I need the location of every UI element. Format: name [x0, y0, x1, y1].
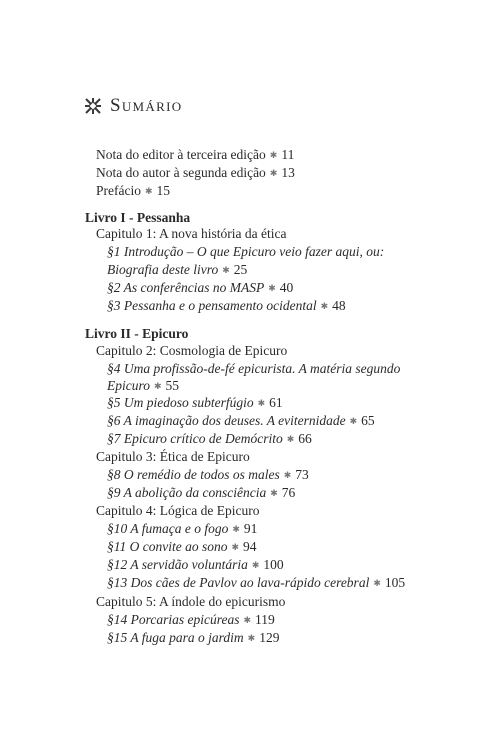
page-number: 76: [281, 485, 296, 500]
separator-icon: ✱: [373, 578, 381, 588]
entry-text: §9 A abolição da consciência: [107, 485, 267, 500]
entry-text: §8 O remédio de todos os males: [107, 467, 280, 482]
page-title: Sumário: [110, 95, 183, 116]
entry-text: §3 Pessanha e o pensamento ocidental: [107, 298, 317, 313]
section-entry: [107, 611, 275, 630]
toc-entry-author-note: [96, 164, 295, 183]
entry-text: Prefácio: [96, 183, 141, 198]
chapter-title: Capitulo 4: Lógica de Epicuro: [96, 503, 260, 518]
entry-text: §5 Um piedoso subterfúgio: [107, 395, 254, 410]
entry-text: §12 A servidão voluntária: [107, 557, 248, 572]
toc-entry-editor-note: [96, 146, 294, 165]
chapter-title: Capitulo 5: A índole do epicurismo: [96, 594, 286, 609]
separator-icon: ✱: [222, 265, 230, 275]
page-number: 129: [259, 630, 280, 645]
entry-text: §14 Porcarias epicúreas: [107, 612, 240, 627]
separator-icon: ✱: [232, 524, 240, 534]
section-entry: [107, 297, 346, 316]
section-entry: [107, 629, 279, 648]
page-number: 119: [255, 612, 275, 627]
section-entry-continued: [107, 261, 247, 280]
page-number: 13: [281, 165, 295, 180]
page-number: 66: [298, 431, 312, 446]
page-number: 25: [233, 262, 248, 277]
page-number: 100: [263, 557, 284, 572]
page-number: 55: [165, 378, 180, 393]
section-entry: §1 Introdução – O que Epicuro veio fazer aqui, ou:: [107, 244, 385, 259]
entry-text: Nota do autor à segunda edição: [96, 165, 266, 180]
book-title: Livro I - Pessanha: [85, 210, 191, 225]
page-number: 73: [295, 467, 309, 482]
page-number: 94: [243, 539, 257, 554]
entry-text: Nota do editor à terceira edição: [96, 147, 266, 162]
toc-heading: [84, 95, 182, 117]
entry-text: §11 O convite ao sono: [107, 539, 228, 554]
entry-text: §6 A imaginação dos deuses. A eviternidade: [107, 413, 346, 428]
page-number: 91: [243, 521, 258, 536]
separator-icon: ✱: [154, 381, 162, 391]
book-title: Livro II - Epicuro: [85, 326, 189, 341]
separator-icon: ✱: [144, 186, 153, 196]
separator-icon: ✱: [268, 283, 276, 293]
page-number: 65: [361, 413, 375, 428]
entry-text: §13 Dos cães de Pavlov ao lava-rápido cerebral: [107, 575, 370, 590]
section-entry: [107, 394, 283, 413]
page-number: 105: [384, 575, 406, 590]
separator-icon: ✱: [251, 560, 260, 570]
section-entry: [107, 538, 257, 557]
section-entry: [107, 466, 309, 485]
separator-icon: ✱: [257, 398, 266, 408]
ornament-icon: [84, 97, 102, 115]
toc-entry-preface: [96, 182, 170, 201]
separator-icon: ✱: [231, 542, 240, 552]
entry-text: §2 As conferências no MASP: [107, 280, 265, 295]
separator-icon: ✱: [247, 633, 256, 643]
section-entry: [107, 520, 257, 539]
section-entry: [107, 484, 295, 503]
chapter-title: Capitulo 1: A nova história da ética: [96, 226, 287, 241]
entry-text: §10 A fumaça e o fogo: [107, 521, 229, 536]
separator-icon: ✱: [269, 150, 278, 160]
separator-icon: ✱: [320, 301, 329, 311]
section-entry: [107, 412, 375, 431]
page-number: 15: [156, 183, 171, 198]
separator-icon: ✱: [270, 488, 278, 498]
page-number: 40: [279, 280, 294, 295]
page-number: 48: [332, 298, 346, 313]
section-entry: [107, 279, 293, 298]
chapter-title: Capitulo 3: Ética de Epicuro: [96, 449, 250, 464]
section-entry: [107, 574, 405, 593]
entry-text: §7 Epicuro crítico de Demócrito: [107, 431, 283, 446]
entry-text: §15 A fuga para o jardim: [107, 630, 244, 645]
section-entry: §4 Uma profissão-de-fé epicurista. A matéria segundo: [107, 361, 401, 376]
separator-icon: ✱: [283, 470, 292, 480]
section-entry: [107, 430, 312, 449]
separator-icon: ✱: [286, 434, 295, 444]
entry-text: Biografia deste livro: [107, 262, 219, 277]
separator-icon: ✱: [349, 416, 358, 426]
section-entry: [107, 556, 284, 575]
page-number: 61: [269, 395, 283, 410]
page-number: 11: [281, 147, 295, 162]
entry-text: Epicuro: [107, 378, 150, 393]
separator-icon: ✱: [269, 168, 278, 178]
chapter-title: Capitulo 2: Cosmologia de Epicuro: [96, 343, 288, 358]
separator-icon: ✱: [243, 615, 252, 625]
